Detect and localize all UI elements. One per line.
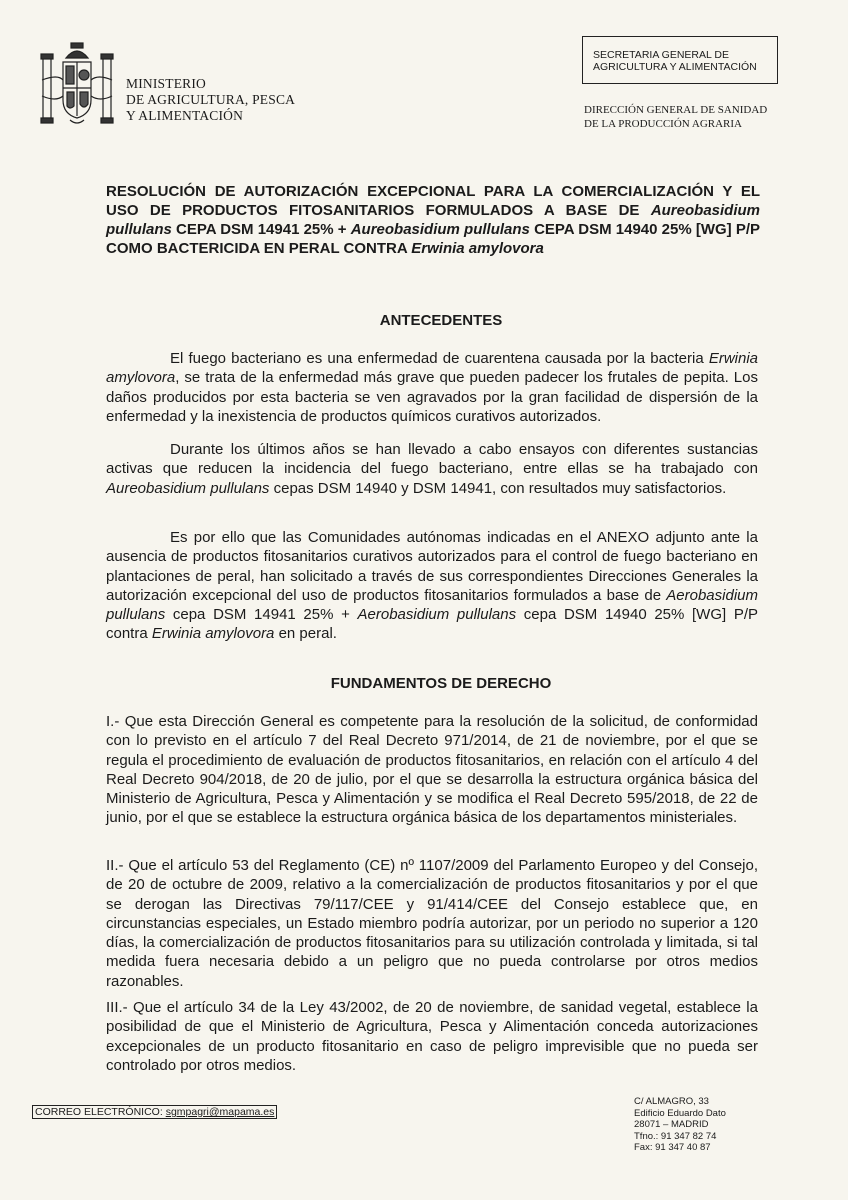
fundamento-2	[106, 856, 758, 991]
title-species: Aureobasidium pullulans	[106, 202, 760, 238]
email-box	[32, 1105, 277, 1119]
paragraph-text: Durante los últimos años se han llevado a cabo ensayos con diferentes sustancias activas que reducen la incidencia del fuego bacteriano, entre ellas se ha trabajado con	[106, 441, 758, 478]
species-name: Erwinia amylovora	[151, 625, 275, 643]
ministry-line: DE AGRICULTURA, PESCA	[126, 92, 296, 107]
paragraph-text: , se trata de la enfermedad más grave que pueden padecer los frutales de pepita. Los daños producidos por esta bacteria se ven agravados por la gran facilidad de dispersión de la enfermedad y la inexistencia de productos químicos curativos autorizados.	[106, 369, 758, 425]
title-species: Erwinia amylovora	[411, 240, 544, 257]
antecedentes-paragraph-2	[106, 440, 758, 498]
ministry-name	[126, 76, 295, 124]
direccion-line: DE LA PRODUCCIÓN AGRARIA	[584, 118, 742, 130]
paragraph-text: cepas DSM 14940 y DSM 14941, con resultados muy satisfactorios.	[269, 479, 727, 497]
address-line: Edificio Eduardo Dato	[634, 1107, 726, 1119]
paragraph-text: III.- Que el artículo 34 de la Ley 43/2002, de 20 de noviembre, de sanidad vegetal, establece la posibilidad de que el Ministerio de Agricultura, Pesca y Alimentación conceda autorizaciones excepcionales de un producto fitosanitario en caso de peligro imprevisible que no pueda ser controlado por otros medios.	[106, 999, 758, 1074]
paragraph-text: I.- Que esta Dirección General es competente para la resolución de la solicitud, de conformidad con lo previsto en el artículo 7 del Real Decreto 971/2014, de 21 de noviembre, por el que se regula el procedimiento de evaluación de productos fitosanitarios, en relación con el artículo 4 del Real Decreto 904/2018, de 20 de julio, por el que se desarrolla la estructura orgánica básica del Ministerio de Agricultura, Pesca y Alimentación y se modifica el Real Decreto 595/2018, de 22 de junio, por el que se establece la estructura orgánica básica de los departamentos ministeriales.	[106, 713, 758, 827]
address-line: 28071 – MADRID	[634, 1119, 709, 1131]
address-block	[634, 1096, 726, 1154]
paragraph-text: cepa DSM 14940 25% [WG] P/P contra	[106, 606, 759, 643]
antecedentes-paragraph-1	[106, 349, 758, 426]
species-name: Aerobasidium pullulans	[106, 586, 758, 624]
ministry-line: Y ALIMENTACIÓN	[126, 108, 244, 123]
title-text: CEPA DSM 14940 25% [WG] P/P COMO BACTERICIDA EN PERAL CONTRA	[106, 221, 760, 257]
secretaria-box	[582, 36, 778, 84]
document-title	[106, 182, 760, 258]
antecedentes-paragraph-3	[106, 528, 758, 644]
secretaria-line: AGRICULTURA Y ALIMENTACIÓN	[593, 61, 757, 73]
paragraph-text: en peral.	[274, 625, 337, 643]
fundamento-3	[106, 998, 758, 1075]
species-name: Aerobasidium pullulans	[357, 606, 517, 624]
fundamentos-heading: FUNDAMENTOS DE DERECHO	[330, 675, 552, 692]
title-text: RESOLUCIÓN DE AUTORIZACIÓN EXCEPCIONAL PARA LA COMERCIALIZACIÓN Y EL USO DE PRODUCTOS FITOSANITARIOS FORMULADOS A BASE DE	[106, 183, 760, 219]
species-name: Erwinia amylovora	[106, 350, 758, 387]
paragraph-text: El fuego bacteriano es una enfermedad de cuarentena causada por la bacteria	[170, 350, 709, 367]
species-name: Aureobasidium pullulans	[106, 479, 270, 497]
email-label: CORREO ELECTRÓNICO:	[35, 1106, 166, 1118]
paragraph-text: cepa DSM 14941 25% +	[165, 606, 358, 624]
direccion-general	[584, 103, 767, 131]
title-text: CEPA DSM 14941 25% +	[171, 221, 351, 238]
direccion-line: DIRECCIÓN GENERAL DE SANIDAD	[584, 104, 768, 116]
email-link[interactable]: sgmpagri@mapama.es	[165, 1106, 275, 1118]
paragraph-text: Es por ello que las Comunidades autónomas indicadas en el ANEXO adjunto ante la ausencia de productos fitosanitarios curativos autorizados para el control de fuego bacteriano en plantaciones de peral, han solicitado a través de sus correspondientes Direcciones Generales la autorización excepcional del uso de productos fitosanitarios formulados a base de	[106, 529, 758, 604]
title-species: Aureobasidium pullulans	[350, 221, 530, 238]
address-line: C/ ALMAGRO, 33	[634, 1096, 709, 1107]
antecedentes-heading: ANTECEDENTES	[379, 312, 503, 329]
secretaria-line: SECRETARIA GENERAL DE	[593, 49, 729, 61]
address-line: Tfno.: 91 347 82 74	[634, 1130, 717, 1142]
coat-of-arms-icon	[38, 40, 116, 132]
paragraph-text: II.- Que el artículo 53 del Reglamento (CE) nº 1107/2009 del Parlamento Europeo y del Consejo, de 20 de octubre de 2009, relativo a la comercialización de productos fitosanitarios y por el que se derogan las Directivas 79/117/CEE y 91/414/CEE del Consejo establece que, en circunstancias especiales, un Estado miembro podría autorizar, por un periodo no superior a 120 días, la comercialización de productos fitosanitarios para su utilización controlada y limitada, si tal medida fuera necesaria debido a un peligro que no pueda controlarse por otros medios razonables.	[106, 857, 758, 990]
fundamento-1	[106, 712, 758, 828]
ministry-line: MINISTERIO	[126, 76, 206, 91]
address-line: Fax: 91 347 40 87	[634, 1142, 711, 1154]
